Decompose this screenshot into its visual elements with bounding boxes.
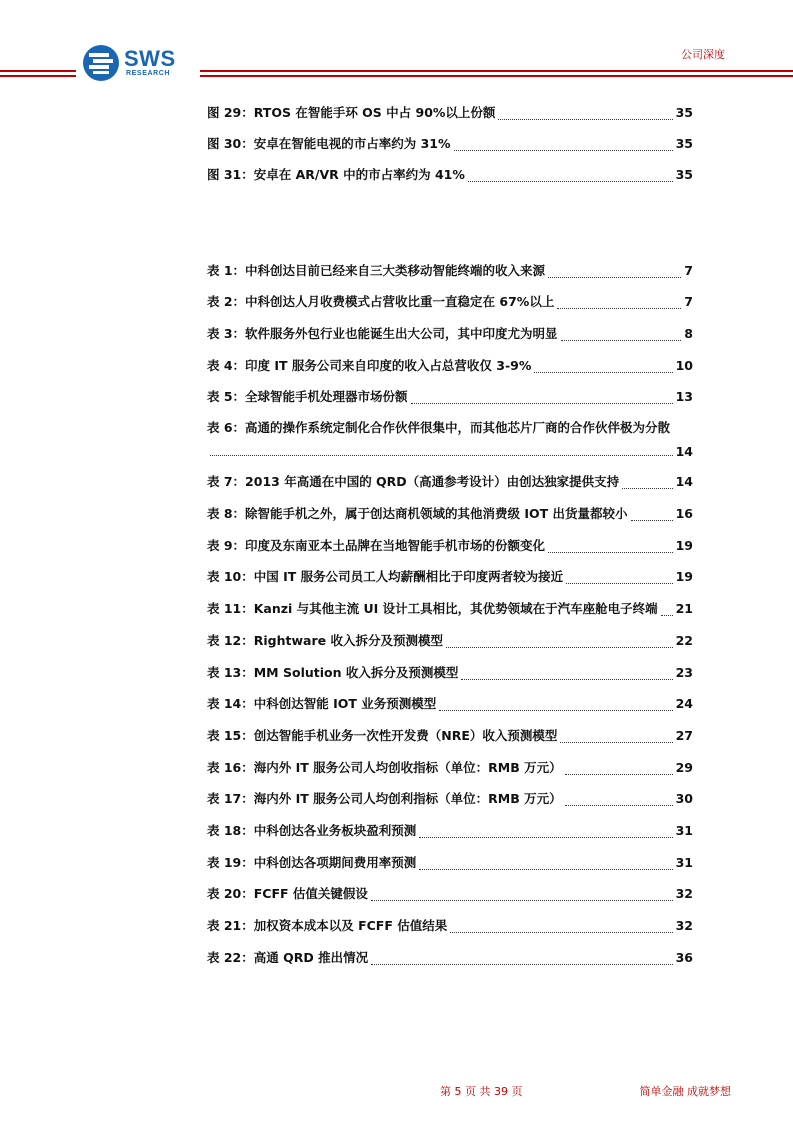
toc-leader-dots: [565, 805, 673, 806]
toc-leader-dots: [560, 742, 672, 743]
toc-leader-dots: [454, 150, 673, 151]
toc-entry-label: 表 15：创达智能手机业务一次性开发费（NRE）收入预测模型: [207, 728, 558, 743]
toc-leader-dots: [419, 837, 672, 838]
toc-entry-page: 16: [675, 506, 693, 521]
toc-entry-table[interactable]: [207, 916, 693, 936]
toc-entry-page: 35: [675, 105, 693, 120]
toc-entry-table[interactable]: [207, 567, 693, 587]
toc-entry-page: 30: [675, 791, 693, 806]
toc-entry-label: 表 17：海内外 IT 服务公司人均创利指标（单位：RMB 万元）: [207, 791, 562, 806]
toc-entry-page: 35: [675, 167, 693, 182]
toc-entry-label: 表 14：中科创达智能 IOT 业务预测模型: [207, 696, 437, 711]
toc-leader-dots: [439, 710, 672, 711]
header-rule: [200, 70, 793, 72]
toc-entry-table[interactable]: [207, 631, 693, 651]
toc-entry-label: 表 3：软件服务外包行业也能诞生出大公司，其中印度尤为明显: [207, 326, 558, 341]
toc-leader-dots: [661, 615, 673, 616]
toc-entry-page: 24: [675, 696, 693, 711]
toc-entry-table[interactable]: [207, 356, 693, 376]
toc-entry-page: 35: [675, 136, 693, 151]
toc-entry-label: 表 10：中国 IT 服务公司员工人均薪酬相比于印度两者较为接近: [207, 569, 564, 584]
toc-entry-page: 7: [684, 294, 693, 309]
toc-entry-figure[interactable]: [207, 134, 693, 154]
toc-leader-dots: [446, 647, 673, 648]
toc-entry-label: 表 11：Kanzi 与其他主流 UI 设计工具相比，其优势领域在于汽车座舱电子终端: [207, 601, 658, 616]
toc-entry-table[interactable]: [207, 418, 693, 462]
logo-subtext: RESEARCH: [126, 70, 171, 77]
toc-entry-page: 19: [675, 569, 693, 584]
toc-entry-label: 表 4：印度 IT 服务公司来自印度的收入占总营收仅 3-9%: [207, 358, 532, 373]
toc-entry-page: 31: [675, 855, 693, 870]
toc-entry-label: 表 6：高通的操作系统定制化合作伙伴很集中，而其他芯片厂商的合作伙伴极为分散: [207, 420, 671, 435]
toc-entry-table[interactable]: [207, 853, 693, 873]
toc-entry-page: 32: [675, 886, 693, 901]
toc-entry-table[interactable]: [207, 599, 693, 619]
toc-entry-page: 14: [675, 444, 693, 459]
toc-entry-figure[interactable]: [207, 165, 693, 185]
toc-entry-table[interactable]: [207, 726, 693, 746]
sws-logo-icon: [82, 44, 120, 82]
toc-entry-table[interactable]: [207, 472, 693, 492]
toc-entry-table[interactable]: [207, 536, 693, 556]
toc-leader-dots: [450, 932, 672, 933]
toc-entry-label: 表 13：MM Solution 收入拆分及预测模型: [207, 665, 459, 680]
toc-leader-dots: [371, 900, 673, 901]
toc-entry-table[interactable]: [207, 292, 693, 312]
toc-entry-table[interactable]: [207, 663, 693, 683]
toc-leader-dots: [468, 181, 673, 182]
header-rule: [0, 70, 76, 72]
toc-entry-page: 29: [675, 760, 693, 775]
toc-leader-dots: [210, 455, 673, 456]
toc-entry-page: 13: [675, 389, 693, 404]
toc-entry-page: 22: [675, 633, 693, 648]
toc-entry-label: 表 2：中科创达人月收费模式占营收比重一直稳定在 67%以上: [207, 294, 555, 309]
toc-entry-table[interactable]: [207, 387, 693, 407]
toc-leader-dots: [548, 552, 673, 553]
toc-entry-page: 10: [675, 358, 693, 373]
toc-entry-table[interactable]: [207, 948, 693, 968]
toc-entry-continuation: [207, 444, 693, 459]
header-rule: [200, 75, 793, 77]
toc-entry-label: 表 20：FCFF 估值关键假设: [207, 886, 368, 901]
toc-entry-page: 7: [684, 263, 693, 278]
header-rule: [0, 75, 76, 77]
page-number: 第 5 页 共 39 页: [440, 1085, 523, 1098]
toc-entry-label: 图 31：安卓在 AR/VR 中的市占率约为 41%: [207, 167, 465, 182]
page-header: [0, 0, 793, 95]
toc-entry-page: 21: [675, 601, 693, 616]
toc-entry-label: 表 16：海内外 IT 服务公司人均创收指标（单位：RMB 万元）: [207, 760, 562, 775]
toc-entry-table[interactable]: [207, 504, 693, 524]
toc-leader-dots: [622, 488, 672, 489]
toc-entry-label: 表 22：高通 QRD 推出情况: [207, 950, 369, 965]
toc-entry-table[interactable]: [207, 261, 693, 281]
toc-entry-page: 23: [675, 665, 693, 680]
toc-entry-page: 19: [675, 538, 693, 553]
report-type: 公司深度: [681, 48, 725, 61]
toc-entry-page: 36: [675, 950, 693, 965]
toc-entry-table[interactable]: [207, 884, 693, 904]
toc-entry-label: 图 29：RTOS 在智能手环 OS 中占 90%以上份额: [207, 105, 496, 120]
toc-leader-dots: [557, 308, 681, 309]
toc-leader-dots: [631, 520, 673, 521]
toc-leader-dots: [371, 964, 673, 965]
sws-logo: [82, 44, 182, 84]
toc-entry-page: 8: [684, 326, 693, 341]
toc-leader-dots: [565, 774, 673, 775]
logo-text: SWS: [124, 46, 176, 71]
toc-entry-label: 表 8：除智能手机之外，属于创达商机领域的其他消费级 IOT 出货量都较小: [207, 506, 628, 521]
toc-leader-dots: [534, 372, 672, 373]
toc-entry-page: 32: [675, 918, 693, 933]
toc-entry-label: 图 30：安卓在智能电视的市占率约为 31%: [207, 136, 451, 151]
toc-entry-page: 31: [675, 823, 693, 838]
toc-entry-label: 表 1：中科创达目前已经来自三大类移动智能终端的收入来源: [207, 263, 546, 278]
toc-leader-dots: [561, 340, 682, 341]
toc-entry-label: 表 9：印度及东南亚本土品牌在当地智能手机市场的份额变化: [207, 538, 546, 553]
toc-entry-label: 表 21：加权资本成本以及 FCFF 估值结果: [207, 918, 448, 933]
toc-leader-dots: [498, 119, 672, 120]
toc-entry-table[interactable]: [207, 758, 693, 778]
toc-leader-dots: [461, 679, 672, 680]
footer-slogan: 简单金融 成就梦想: [639, 1085, 731, 1098]
toc-leader-dots: [411, 403, 673, 404]
toc-entry-table[interactable]: [207, 821, 693, 841]
toc-entry-table[interactable]: [207, 324, 693, 344]
toc-entry-page: 27: [675, 728, 693, 743]
toc-entry-table[interactable]: [207, 789, 693, 809]
toc-entry-label: 表 18：中科创达各业务板块盈利预测: [207, 823, 417, 838]
toc-entry-label: 表 5：全球智能手机处理器市场份额: [207, 389, 408, 404]
toc-leader-dots: [419, 869, 672, 870]
toc-entry-table[interactable]: [207, 694, 693, 714]
toc-leader-dots: [548, 277, 681, 278]
toc-entry-label: 表 12：Rightware 收入拆分及预测模型: [207, 633, 443, 648]
toc-entry-label: 表 7：2013 年高通在中国的 QRD（高通参考设计）由创达独家提供支持: [207, 474, 620, 489]
toc-entry-label: 表 19：中科创达各项期间费用率预测: [207, 855, 417, 870]
toc-leader-dots: [566, 583, 672, 584]
toc-entry-figure[interactable]: [207, 103, 693, 123]
toc-entry-page: 14: [675, 474, 693, 489]
